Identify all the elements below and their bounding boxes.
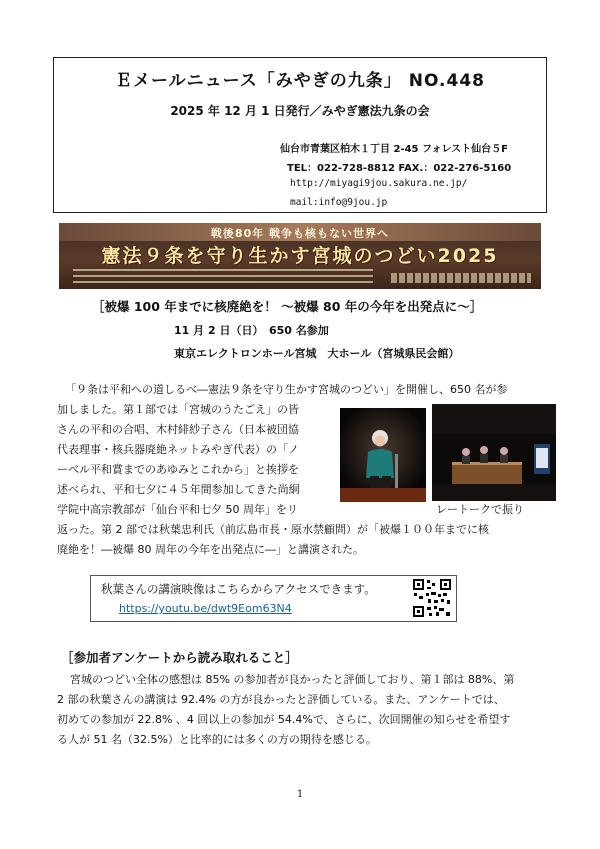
newsletter-title: Ｅメールニュース「みやぎの九条」 NO.448 bbox=[115, 71, 485, 91]
website-link[interactable]: http://miyagi9jou.sakura.ne.jp/ bbox=[290, 178, 468, 189]
banner-subtitle: 戦後80年 戦争も核もない世界へ bbox=[210, 227, 390, 240]
video-link-text: 秋葉さんの講演映像はこちらからアクセスできます。 bbox=[101, 582, 376, 596]
paragraph-line: ーベル平和賞までのあゆみとこれから」と挨拶を bbox=[57, 463, 299, 476]
speaker-photo bbox=[340, 408, 426, 502]
paragraph-line: 述べられ、平和七夕に４５年間参加してきた尚絅 bbox=[57, 483, 300, 496]
page-number: 1 bbox=[296, 789, 304, 800]
video-link-box bbox=[90, 575, 457, 622]
masthead-box bbox=[53, 57, 547, 213]
survey-line: 初めての参加が 22.8% 、4 回以上の参加が 54.4%で、さらに、次回開催の知らせを希望す bbox=[57, 713, 511, 726]
paragraph-line: さんの平和の合唱、木村緋紗子さん（日本被団協 bbox=[57, 423, 299, 436]
paragraph-line-tail: レートークで振り bbox=[436, 503, 524, 516]
banner-program-lines bbox=[73, 269, 373, 285]
email-link[interactable]: mail:info@9jou.jp bbox=[290, 197, 388, 208]
survey-heading: ［参加者アンケートから読み取れること］ bbox=[61, 650, 298, 665]
paragraph-line: 加しました。第１部では「宮城のうたごえ」の皆 bbox=[57, 403, 299, 416]
paragraph-line: 廃絶を！―被爆 80 周年の今年を出発点に―」と講演された。 bbox=[57, 543, 364, 556]
survey-line: 宮城のつどい全体の感想は 85% の参加者が良かったと評価しており、第１部は 88%、第 bbox=[70, 673, 515, 686]
issue-line: 2025 年 12 月 1 日発行／みやぎ憲法九条の会 bbox=[170, 104, 430, 118]
qr-code-icon bbox=[412, 578, 452, 618]
tel-fax: TEL：022-728-8812 FAX.：022-276-5160 bbox=[287, 163, 512, 174]
lecture-photo bbox=[432, 404, 556, 501]
survey-line: る人が 51 名（32.5%）と比率的には多くの方の期待を感じる。 bbox=[57, 733, 377, 746]
banner-title: 憲法９条を守り生かす宮城のつどい2025 bbox=[101, 245, 499, 267]
paragraph-line: 学院中高宗教部が「仙台平和七夕 50 周年」をリ bbox=[57, 503, 298, 516]
event-heading: ［被爆 100 年までに核廃絶を！ ～被爆 80 年の今年を出発点に～］ bbox=[92, 299, 483, 314]
survey-line: 2 部の秋葉さんの講演は 92.4% の方が良かったと評価している。また、アンケートでは、 bbox=[57, 693, 505, 706]
paragraph-line: 返った。第 2 部では秋葉忠利氏（前広島市長・原水禁顧問）が「被爆１００年までに核 bbox=[57, 523, 489, 536]
event-date-count: 11 月 2 日（日） 650 名参加 bbox=[174, 324, 329, 337]
event-venue: 東京エレクトロンホール宮城 大ホール（宮城県民会館） bbox=[174, 347, 460, 360]
paragraph-line: 「９条は平和への道しるべ―憲法９条を守り生かす宮城のつどい」を開催し、650 名が参 bbox=[65, 383, 508, 396]
paragraph-line: 代表理事・核兵器廃絶ネットみやぎ代表）の「ノ bbox=[57, 443, 299, 456]
address: 仙台市青葉区柏木１丁目 2-45 フォレスト仙台５F bbox=[280, 144, 509, 155]
youtube-link[interactable]: https://youtu.be/dwt9Eom63N4 bbox=[119, 602, 292, 615]
banner-organizer-line bbox=[391, 273, 531, 283]
event-banner bbox=[59, 223, 541, 289]
